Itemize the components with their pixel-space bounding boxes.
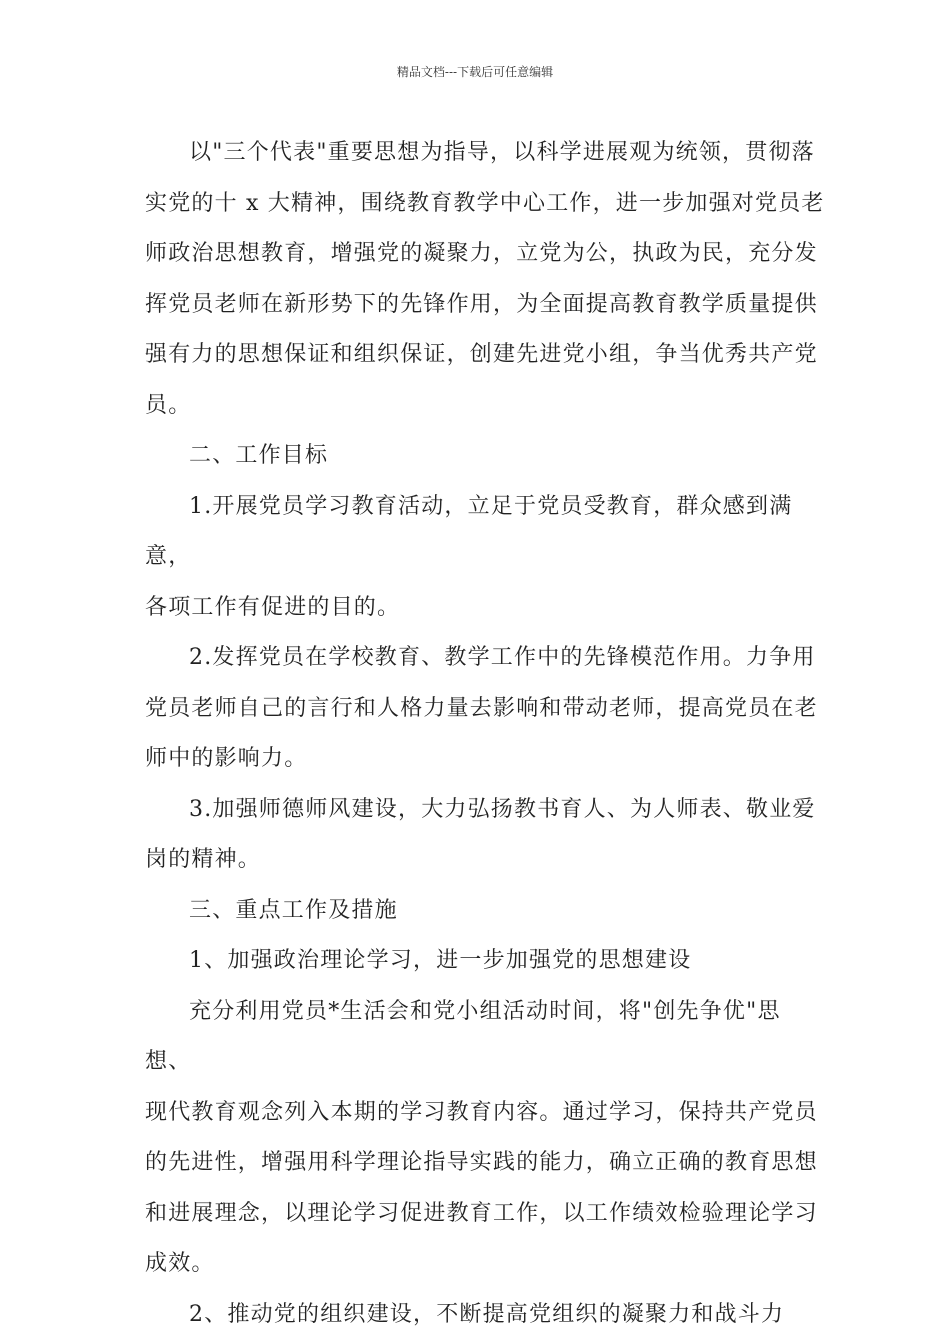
theory-study-paragraph: 充分利用党员*生活会和党小组活动时间，将"创先争优"思想、 现代教育观念列入本期的学习教育内容。通过学习，保持共产党员 的先进性，增强用科学理论指导实践的能力，确立正确的教育思想 和进展理念，以理论学习促进教育工作，以工作绩效检验理论学习 成效。 — [145, 998, 818, 1276]
goal-item-1: 1.开展党员学习教育活动，立足于党员受教育，群众感到满意， 各项工作有促进的目的。 — [145, 493, 793, 620]
subheading-theory-study: 1、加强政治理论学习，进一步加强党的思想建设 — [189, 948, 692, 973]
section-heading-work-goals: 二、工作目标 — [189, 443, 329, 468]
section-heading-key-work: 三、重点工作及措施 — [189, 897, 398, 923]
subheading-organization-building: 2、推动党的组织建设，不断提高党组织的凝聚力和战斗力 — [189, 1301, 785, 1327]
page-header: 精品文档---下载后可任意编辑 — [396, 65, 554, 79]
goal-item-2: 2.发挥党员在学校教育、教学工作中的先锋模范作用。力争用 党员老师自己的言行和人格力量去影响和带动老师，提高党员在老 师中的影响力。 — [145, 645, 818, 771]
intro-paragraph: 以"三个代表"重要思想为指导，以科学进展观为统领，贯彻落 实党的十 x 大精神，围绕教育教学中心工作，进一步加强对党员老 师政治思想教育，增强党的凝聚力，立党为公，执政为民，充分发 挥党员老师在新形势下的先锋作用，为全面提高教育教学质量提供 强有力的思想保证和组织保证，创建先进党小组，争当优秀共产党 员。 — [145, 140, 825, 418]
goal-item-3: 3.加强师德师风建设，大力弘扬教书育人、为人师表、敬业爱 岗的精神。 — [145, 796, 816, 872]
document-body — [145, 128, 825, 1340]
